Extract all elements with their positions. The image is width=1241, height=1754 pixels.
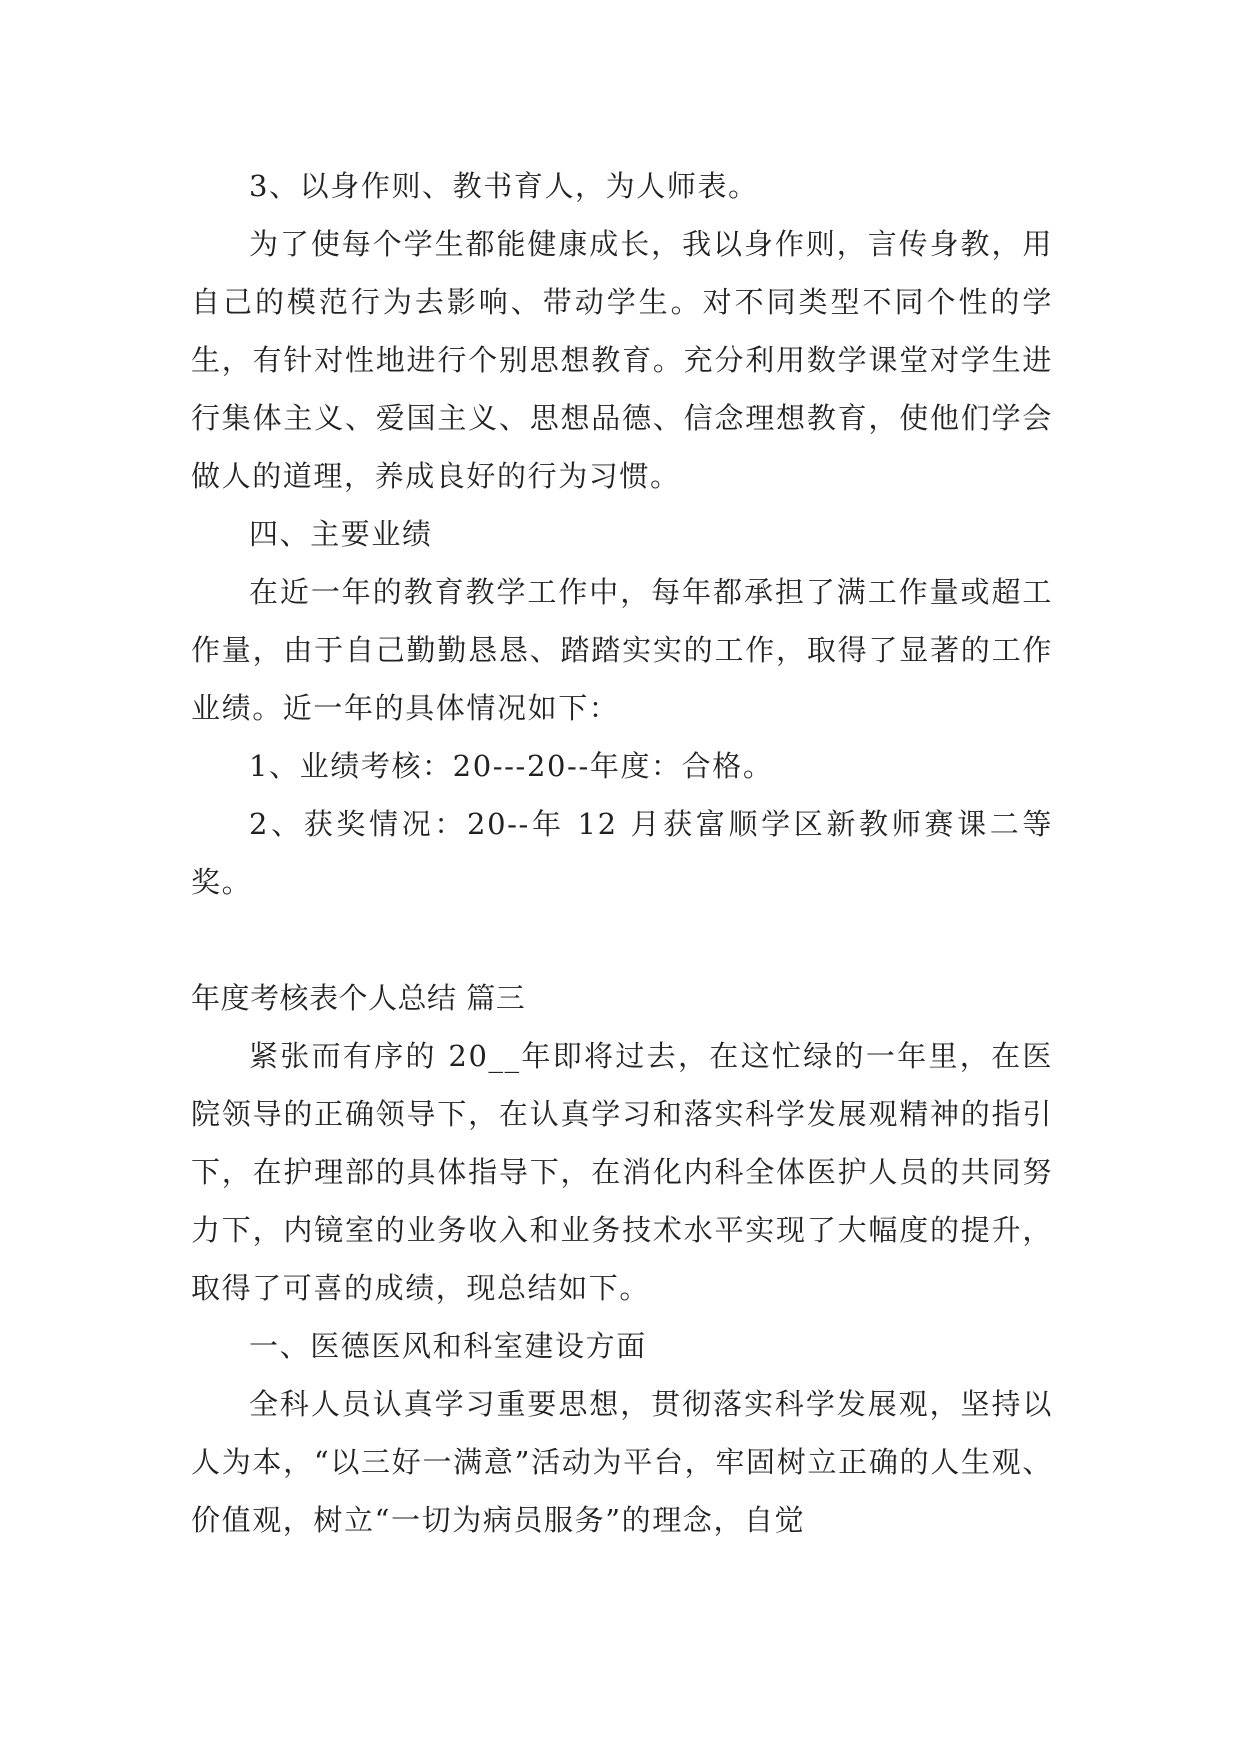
heading-medical-ethics: 一、医德医风和科室建设方面 <box>249 1329 647 1363</box>
section-gap <box>191 911 1053 969</box>
heading-main-achievements: 四、主要业绩 <box>249 517 433 551</box>
section-title: 年度考核表个人总结 篇三 <box>191 981 526 1015</box>
paragraph-year-summary: 紧张而有序的 20__年即将过去，在这忙绿的一年里，在医院领导的正确领导下，在认真学习和落实科学发展观精神的指引下，在护理部的具体指导下，在消化内科全体医护人员的共同努力下，内镜室的业务收入和业务技术水平实现了大幅度的提升，取得了可喜的成绩，现总结如下。 <box>191 1039 1053 1305</box>
paragraph-role-model: 为了使每个学生都能健康成长，我以身作则，言传身教，用自己的模范行为去影响、带动学生。对不同类型不同个性的学生，有针对性地进行个别思想教育。充分利用数学课堂对学生进行集体主义、爱国主义、思想品德、信念理想教育，使他们学会做人的道理，养成良好的行为习惯。 <box>191 227 1053 493</box>
paragraph-workload: 在近一年的教育教学工作中，每年都承担了满工作量或超工作量，由于自己勤勤恳恳、踏踏实实的工作，取得了显著的工作业绩。近一年的具体情况如下： <box>191 575 1053 725</box>
result-award: 2、获奖情况：20--年 12 月获富顺学区新教师赛课二等奖。 <box>191 807 1053 899</box>
item-3: 3、以身作则、教书育人，为人师表。 <box>249 169 759 203</box>
document-page <box>191 157 1053 1549</box>
result-performance-review: 1、业绩考核：20---20--年度：合格。 <box>249 749 774 783</box>
paragraph-staff-study: 全科人员认真学习重要思想，贯彻落实科学发展观，坚持以人为本，“以三好一满意”活动为平台，牢固树立正确的人生观、价值观，树立“一切为病员服务”的理念，自觉 <box>191 1387 1053 1537</box>
